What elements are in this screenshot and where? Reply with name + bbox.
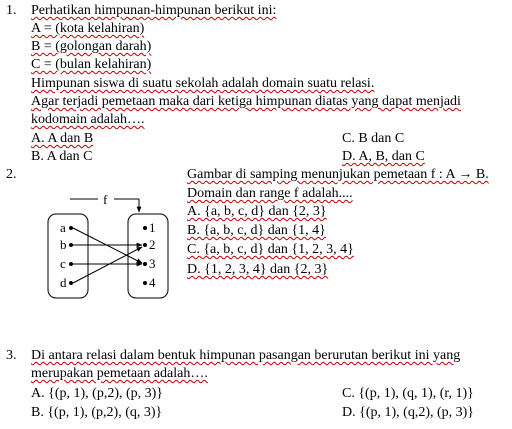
q1-line2: Agar terjadi pemetaan maka dari ketiga himpunan diatas yang dapat menjadi [31,94,461,109]
codomain-item-3: 3 [149,256,156,271]
domain-item-a: a [60,220,66,235]
q1-option-c: C. B dan C [342,131,405,146]
q1-number: 1. [6,3,17,18]
q2-line2: Domain dan range f adalah.... [187,186,353,201]
q1-line1: Himpunan siswa di suatu sekolah adalah domain suatu relasi. [31,76,375,91]
function-label: f [103,192,108,207]
q3-option-a: A. {(p, 1), (p,2), (p, 3)} [31,386,164,401]
codomain-dot-3 [143,262,147,266]
mapping-diagram [38,190,178,310]
domain-set-box [48,214,88,298]
codomain-item-1: 1 [149,220,156,235]
q2-option-a: A. {a, b, c, d} dan {2, 3} [187,204,327,219]
q3-option-b: B. {(p, 1), (p,2), (q, 3)} [31,405,163,420]
mapping-arrow-d-2 [73,247,142,283]
q2-option-b: B. {a, b, c, d} dan {1, 4} [187,223,326,238]
domain-dot-b [69,243,73,247]
q1-intro: Perhatikan himpunan-himpunan berikut ini: [31,3,277,18]
domain-item-c: c [60,256,66,271]
codomain-set-box [128,214,168,298]
q3-line1: Di antara relasi dalam bentuk himpunan pasangan berurutan berikut ini yang [31,348,461,363]
codomain-item-4: 4 [149,275,156,290]
codomain-dot-4 [143,281,147,285]
domain-item-d: d [60,275,67,290]
q1-option-d: D. A, B, dan C [342,149,425,164]
q1-set-b: B = (golongan darah) [31,39,152,54]
q3-line2: merupakan pemetaan adalah…. [31,366,208,381]
q3-option-d: D. {(p, 1), (q,2), (p, 3)} [342,405,475,420]
domain-dot-c [69,262,73,266]
q1-option-b: B. A dan C [31,149,93,164]
q1-set-c: C = (bulan kelahiran) [31,57,152,72]
q2-number: 2. [6,167,17,182]
codomain-item-2: 2 [149,237,156,252]
codomain-dot-1 [143,226,147,230]
q2-line1: Gambar di samping menunjukan pemetaan f : A → B. [187,167,489,182]
q3-option-c: C. {(p, 1), (q, 1), (r, 1)} [342,386,474,401]
q2-option-c: C. {a, b, c, d} dan {1, 2, 3, 4} [187,242,354,257]
domain-dot-d [69,281,73,285]
codomain-dot-2 [143,243,147,247]
q1-line3: kodomain adalah…. [31,112,145,127]
q1-set-a: A = (kota kelahiran) [31,21,145,36]
q1-option-a: A. A dan B [31,131,94,146]
domain-dot-a [69,226,73,230]
q3-number: 3. [6,348,17,363]
q2-option-d: D. {1, 2, 3, 4} dan {2, 3} [187,262,329,277]
domain-item-b: b [60,237,67,252]
